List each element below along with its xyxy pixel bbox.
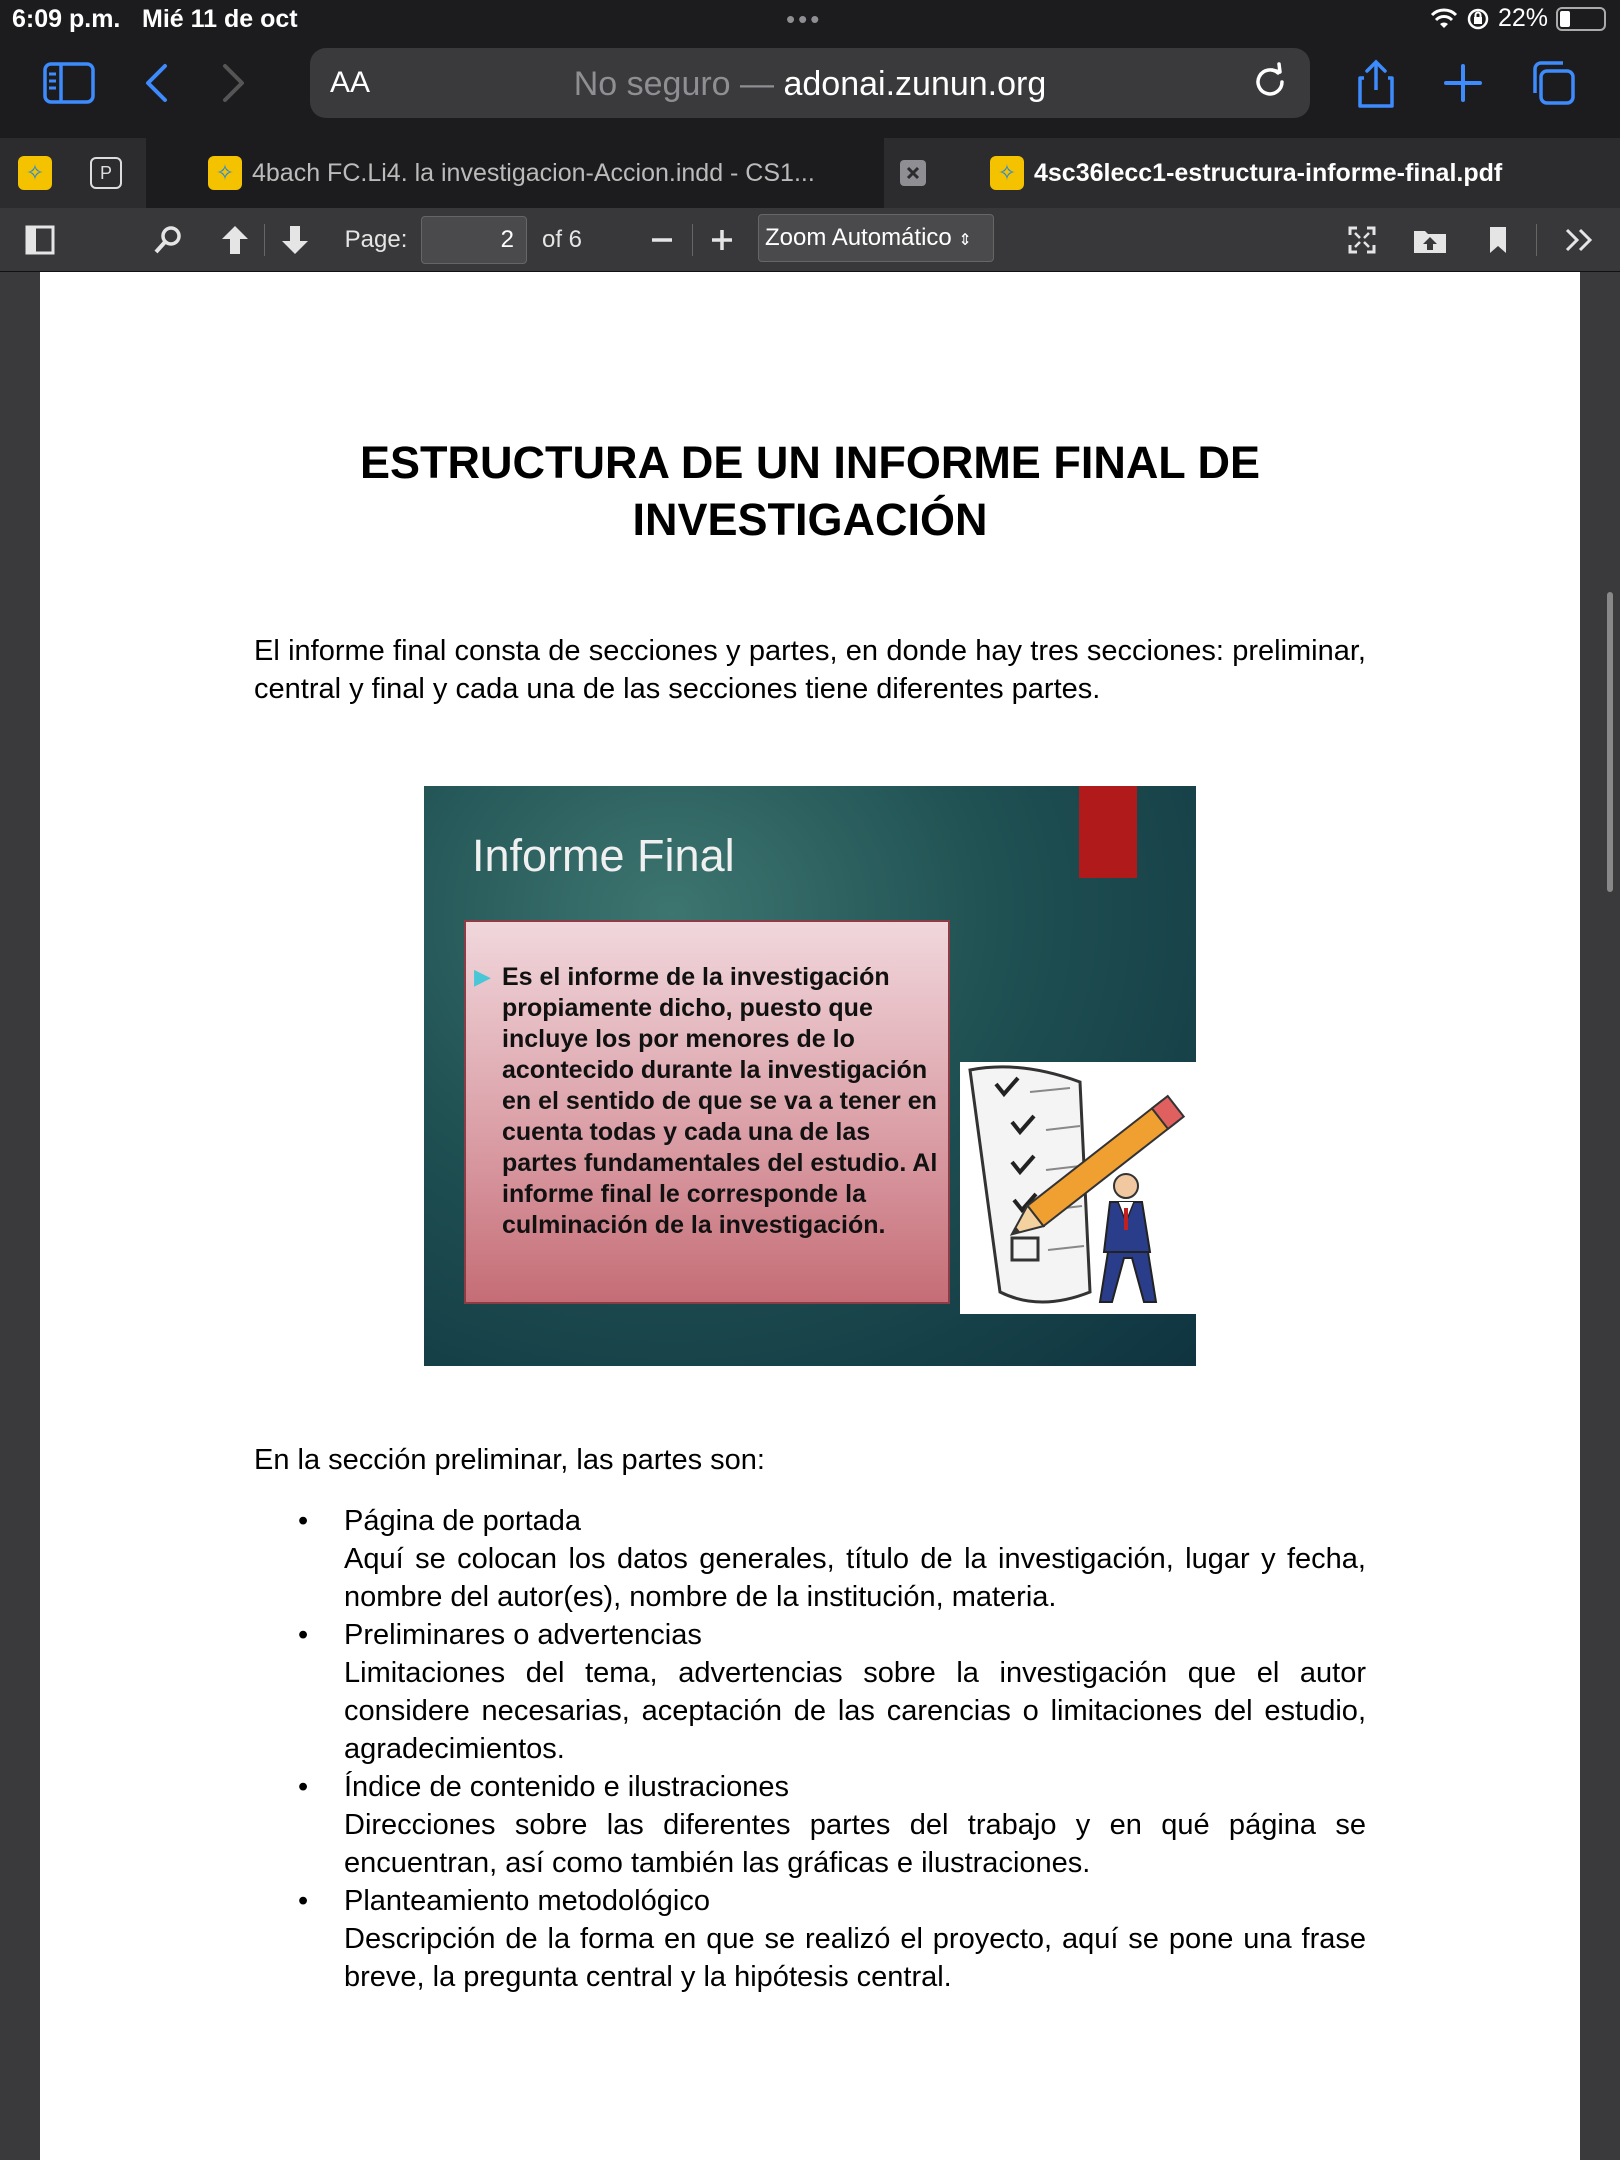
multitasking-dots-icon[interactable]: ••• bbox=[786, 4, 823, 34]
item-description: Aquí se colocan los datos generales, título de la investigación, lugar y fecha, nombre del autor(es), nombre de la institución, materia. bbox=[344, 1543, 1366, 1613]
slide-title: Informe Final bbox=[472, 830, 735, 881]
list-item bbox=[254, 1616, 1366, 1768]
zoom-in-icon[interactable] bbox=[704, 220, 740, 260]
tab-title: 4bach FC.Li4. la investigacion-Accion.indd - CS1... bbox=[252, 158, 815, 187]
wifi-icon bbox=[1430, 8, 1458, 30]
list-item bbox=[254, 1882, 1366, 1996]
title-line-2: INVESTIGACIÓN bbox=[632, 494, 988, 545]
presentation-mode-icon[interactable] bbox=[1344, 220, 1380, 260]
status-bar bbox=[0, 0, 1620, 40]
intro-paragraph: El informe final consta de secciones y partes, en donde hay tres secciones: preliminar, central y final y cada una de las secciones tiene diferentes partes. bbox=[254, 635, 1366, 705]
parts-list bbox=[254, 1502, 1366, 1996]
address-bar[interactable] bbox=[310, 48, 1310, 118]
pinned-tab-1[interactable] bbox=[18, 138, 58, 208]
find-icon[interactable] bbox=[150, 220, 186, 260]
item-description: Direcciones sobre las diferentes partes del trabajo y en qué página se encuentran, así como también las gráficas e ilustraciones. bbox=[344, 1809, 1366, 1879]
slide-image bbox=[424, 786, 1196, 1366]
bullet-icon: • bbox=[298, 1771, 309, 1803]
bullet-icon: • bbox=[298, 1885, 309, 1917]
bullet-icon: • bbox=[298, 1619, 309, 1651]
slide-red-tab bbox=[1079, 786, 1137, 878]
section-intro: En la sección preliminar, las partes son: bbox=[254, 1444, 765, 1476]
item-description: Descripción de la forma en que se realizó el proyecto, aquí se pone una frase breve, la pregunta central y la hipótesis central. bbox=[344, 1923, 1366, 1993]
close-tab-icon[interactable] bbox=[900, 138, 930, 208]
checklist-pencil-illustration bbox=[960, 1062, 1196, 1314]
tab-2-active[interactable] bbox=[990, 138, 1620, 208]
pinned-tab-2[interactable] bbox=[90, 138, 130, 208]
item-title: Página de portada bbox=[344, 1505, 582, 1537]
scrollbar-thumb[interactable] bbox=[1607, 592, 1613, 892]
back-icon[interactable] bbox=[136, 60, 176, 106]
slide-text-box bbox=[464, 920, 950, 1304]
page-count-label: of 6 bbox=[541, 226, 583, 253]
document-title bbox=[40, 434, 1580, 548]
title-line-1: ESTRUCTURA DE UN INFORME FINAL DE bbox=[360, 437, 1260, 488]
open-file-icon[interactable] bbox=[1410, 220, 1450, 260]
url-host: adonai.zunun.org bbox=[783, 65, 1047, 103]
previous-page-icon[interactable] bbox=[218, 220, 252, 260]
triangle-bullet-icon: ▶ bbox=[474, 964, 491, 989]
pdf-page bbox=[40, 272, 1580, 2160]
zoom-select[interactable] bbox=[758, 214, 994, 262]
bullet-icon: • bbox=[298, 1505, 309, 1537]
zoom-value: Zoom Automático bbox=[765, 224, 952, 251]
status-date: Mié 11 de oct bbox=[142, 5, 298, 33]
share-icon[interactable] bbox=[1352, 56, 1400, 112]
tab-title: 4sc36lecc1-estructura-informe-final.pdf bbox=[1034, 158, 1503, 187]
battery-percent: 22% bbox=[1497, 4, 1548, 32]
pdf-viewer[interactable] bbox=[0, 272, 1620, 2160]
battery-icon bbox=[1556, 7, 1606, 31]
url-prefix: No seguro — bbox=[573, 65, 784, 103]
site-favicon-icon: ✧ bbox=[990, 156, 1024, 190]
item-description: Limitaciones del tema, advertencias sobre la investigación que el autor considere necesarias, aceptación de las carencias o limitaciones del estudio, agradecimientos. bbox=[344, 1657, 1366, 1765]
item-title: Planteamiento metodológico bbox=[344, 1885, 710, 1917]
tab-overview-icon[interactable] bbox=[1528, 58, 1578, 108]
item-title: Índice de contenido e ilustraciones bbox=[344, 1771, 789, 1803]
page-number-input[interactable]: 2 bbox=[421, 216, 527, 264]
sidebar-toggle-icon[interactable] bbox=[22, 220, 58, 260]
select-arrows-icon: ⇕ bbox=[958, 232, 972, 249]
tab-bar bbox=[0, 138, 1620, 208]
zoom-out-icon[interactable] bbox=[644, 220, 680, 260]
page-label: Page: bbox=[344, 226, 408, 253]
next-page-icon[interactable] bbox=[278, 220, 312, 260]
slide-text: Es el informe de la investigación propiamente dicho, puesto que incluye los por menores de lo acontecido durante la investigación en el sentido de que se va a tener en cuenta todas y cada una de las partes fundamentales del estudio. Al informe final le corresponde la culminación de la investigación. bbox=[502, 963, 938, 1239]
p-favicon-icon: P bbox=[90, 157, 122, 189]
list-item bbox=[254, 1768, 1366, 1882]
list-item bbox=[254, 1502, 1366, 1616]
browser-toolbar bbox=[0, 40, 1620, 138]
new-tab-icon[interactable] bbox=[1440, 60, 1486, 106]
forward-icon[interactable] bbox=[214, 60, 254, 106]
item-title: Preliminares o advertencias bbox=[344, 1619, 702, 1651]
sidebar-toggle-icon[interactable] bbox=[40, 60, 98, 106]
reload-icon[interactable] bbox=[1250, 62, 1290, 107]
pdf-toolbar bbox=[0, 208, 1620, 272]
orientation-lock-icon bbox=[1466, 7, 1490, 31]
tab-1[interactable] bbox=[146, 138, 884, 208]
more-tools-icon[interactable] bbox=[1560, 220, 1600, 260]
aa-label: AA bbox=[330, 66, 371, 99]
site-favicon-icon: ✧ bbox=[208, 156, 242, 190]
bookmark-icon[interactable] bbox=[1480, 220, 1516, 260]
url-text bbox=[310, 65, 1310, 104]
status-time: 6:09 p.m. bbox=[12, 5, 121, 33]
site-favicon-icon: ✧ bbox=[18, 156, 52, 190]
